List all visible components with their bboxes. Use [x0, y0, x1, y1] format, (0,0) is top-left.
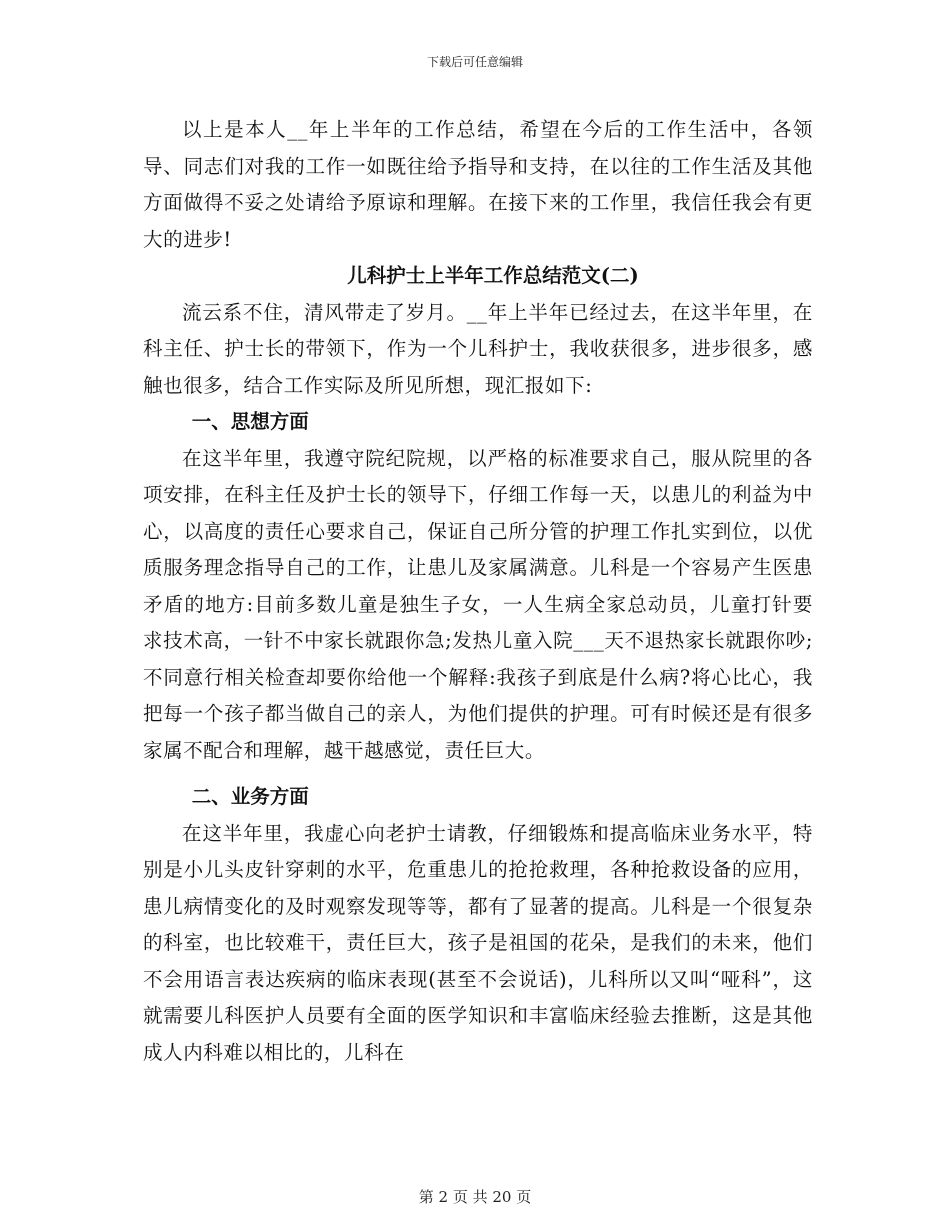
closing-paragraph: 以上是本人__年上半年的工作总结，希望在今后的工作生活中，各领导、同志们对我的工作一如既往给予指导和支持，在以往的工作生活及其他方面做得不妥之处请给予原谅和理解。在接下来的工作里，我信任我会有更大的进步! — [143, 118, 813, 251]
heading-thought: 一、思想方面 — [191, 410, 309, 433]
spacer — [143, 769, 813, 779]
section-title: 儿科护士上半年工作总结范文(二) — [347, 264, 639, 287]
business-paragraph: 在这半年里，我虚心向老护士请教，仔细锻炼和提高临床业务水平，特别是小儿头皮针穿刺的水平，危重患儿的抢抢救理，各种抢救设备的应用，患儿病情变化的及时观察发现等等，都有了显著的提高。儿科是一个很复杂的科室，也比较难干，责任巨大，孩子是祖国的花朵，是我们的未来，他们不会用语言表达疾病的临床表现(甚至不会说话)，儿科所以又叫“哑科”，这就需要儿科医护人员要有全面的医学知识和丰富临床经验去推断，这是其他成人内科难以相比的，儿科在 — [143, 821, 813, 1064]
page-footer: 第 2 页 共 20 页 — [418, 1188, 532, 1206]
page-header: 下载后可任意编辑 — [426, 55, 523, 69]
heading-business: 二、业务方面 — [191, 785, 309, 808]
thought-paragraph: 在这半年里，我遵守院纪院规，以严格的标准要求自己，服从院里的各项安排，在科主任及护士长的领导下，仔细工作每一天，以患儿的利益为中心，以高度的责任心要求自己，保证自己所分管的护理工作扎实到位，以优质服务理念指导自己的工作，让患儿及家属满意。儿科是一个容易产生医患矛盾的地方:目前多数儿童是独生子女，一人生病全家总动员，儿童打针要求技术高，一针不中家长就跟你急;发热儿童入院___天不退热家长就跟你吵;不同意行相关检查却要你给他一个解释:我孩子到底是什么病?将心比心，我把每一个孩子都当做自己的亲人，为他们提供的护理。可有时候还是有很多家属不配合和理解，越干越感觉，责任巨大。 — [143, 446, 813, 762]
document-body — [143, 112, 813, 1071]
intro-paragraph: 流云系不住，清风带走了岁月。__年上半年已经过去，在这半年里，在科主任、护士长的带领下，作为一个儿科护士，我收获很多，进步很多，感触也很多，结合工作实际及所见所想，现汇报如下: — [143, 300, 813, 397]
